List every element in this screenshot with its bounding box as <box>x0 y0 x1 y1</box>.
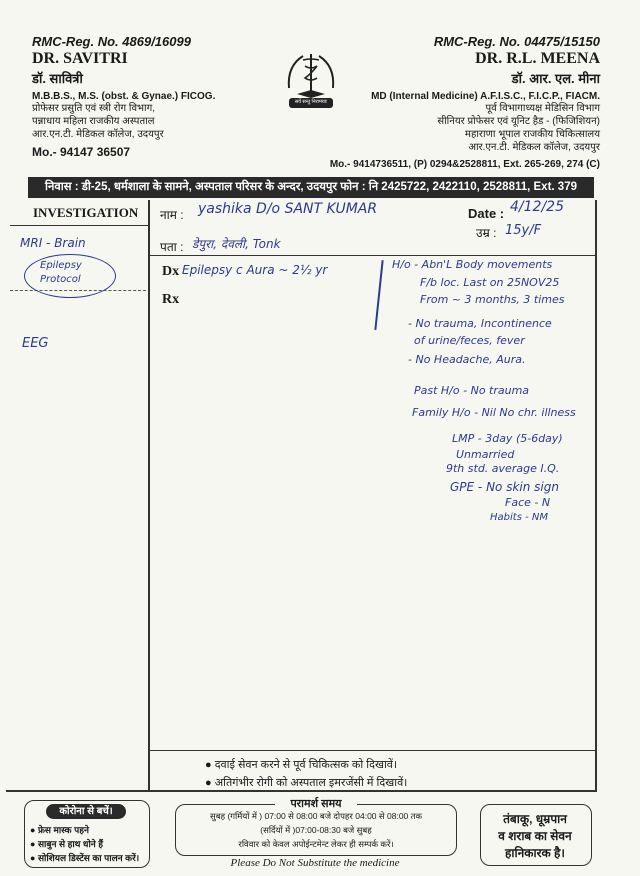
footer-divider <box>6 790 596 792</box>
history-line-1: H/o - Abn'L Body movements <box>392 258 553 271</box>
investigation-label: INVESTIGATION <box>33 205 139 220</box>
corona-tip-1-text: फ्रेस मास्क पहने <box>37 825 89 835</box>
right-reg-number: RMC-Reg. No. 04475/15150 <box>433 34 600 49</box>
date-label: Date : <box>468 206 505 221</box>
history-line-2: F/b loc. Last on 25NOV25 <box>420 276 560 289</box>
address-row-line <box>150 255 595 256</box>
consultation-title: परामर्श समय <box>275 796 357 811</box>
rx-label: Rx <box>162 292 180 307</box>
corona-tip-1: ● फ्रेस मास्क पहने <box>30 825 89 835</box>
history-line-11: 9th std. average I.Q. <box>446 462 560 475</box>
note-2-text: अतिगंभीर रोगी को अस्पताल इमरजेंसी में दिखावें। <box>214 777 408 789</box>
history-divider-stroke <box>374 260 383 330</box>
history-line-10: Unmarried <box>456 448 515 461</box>
corona-tip-2: ● साबुन से हाथ धोने हैं <box>30 839 104 849</box>
patient-name: yashika D/o SANT KUMAR <box>198 201 378 217</box>
consultation-line-2: (सर्दियों में )07:00-08:30 बजे सुबह <box>260 825 372 835</box>
history-line-12: GPE - No skin sign <box>450 480 559 494</box>
right-doctor-line1: पूर्व विभागाध्यक्ष मेडिसिन विभाग <box>485 103 600 114</box>
column-divider <box>148 200 150 792</box>
note-1: ● दवाई सेवन करने से पूर्व चिकित्सक को दिखावें। <box>205 759 398 771</box>
right-doctor-qualifications: MD (Internal Medicine) A.F.I.S.C., F.I.C.P., FIACM. <box>371 91 600 102</box>
history-line-3: From ~ 3 months, 3 times <box>420 293 565 306</box>
history-line-14: Habits - NM <box>490 512 548 523</box>
history-line-13: Face - N <box>505 496 551 509</box>
left-doctor-line3: आर.एन.टी. मेडिकल कॉलेज, उदयपुर <box>32 129 164 140</box>
right-doctor-name: DR. R.L. MEENA <box>475 50 600 67</box>
tobacco-line-2: व शराब का सेवन <box>498 829 572 843</box>
left-reg-number: RMC-Reg. No. 4869/16099 <box>32 34 191 49</box>
left-doctor-qualifications: M.B.B.S., M.S. (obst. & Gynae.) FICOG. <box>32 91 216 102</box>
age-label: उम्र : <box>476 226 497 240</box>
investigation-eeg: EEG <box>22 336 49 351</box>
left-doctor-name: DR. SAVITRI <box>32 50 128 67</box>
history-line-4: - No trauma, Incontinence <box>408 317 552 330</box>
logo-caption: सर्वे सन्तु निरामयाः <box>294 99 328 105</box>
right-border <box>595 200 597 792</box>
dx-label: Dx <box>162 264 180 279</box>
substitute-notice: Please Do Not Substitute the medicine <box>230 857 400 869</box>
right-doctor-name-hindi: डॉ. आर. एल. मीना <box>511 71 600 86</box>
history-line-6: - No Headache, Aura. <box>408 353 526 366</box>
history-line-9: LMP - 3day (5-6day) <box>452 432 563 445</box>
corona-title: कोरोना से बचें। <box>46 804 126 819</box>
investigation-circled-1: Epilepsy <box>40 260 82 271</box>
right-doctor-line3: महाराणा भूपाल राजकीय चिकित्सालय <box>465 129 600 140</box>
corona-tip-3-text: सोशियल डिस्टेंस का पालन करें। <box>37 853 140 863</box>
right-doctor-line4: आर.एन.टी. मेडिकल कॉलेज, उदयपुर <box>468 142 600 153</box>
corona-tip-2-text: साबुन से हाथ धोने हैं <box>37 839 104 849</box>
corona-tip-3: ● सोशियल डिस्टेंस का पालन करें। <box>30 853 140 863</box>
patient-age: 15y/F <box>505 223 542 238</box>
address-label: पता : <box>160 240 184 254</box>
note-2: ● अतिगंभीर रोगी को अस्पताल इमरजेंसी में दिखावें। <box>205 777 408 789</box>
investigation-circled-2: Protocol <box>40 274 81 285</box>
investigation-mri: MRI - Brain <box>20 236 86 250</box>
consultation-line-3: रविवार को केवल अपोईन्टमेन्ट लेकर ही सम्पर्क करें। <box>238 839 394 849</box>
notes-top-line <box>150 750 595 751</box>
right-doctor-mobile: Mo.- 9414736511, (P) 0294&2528811, Ext. 265-269, 274 (C) <box>329 159 600 170</box>
visit-date: 4/12/25 <box>510 199 564 215</box>
patient-address: डेपुरा, देवली, Tonk <box>192 237 281 251</box>
address-bar: निवास : डी-25, धर्मशाला के सामने, अस्पताल परिसर के अन्दर, उदयपुर फोन : नि 2425722, 2422110, 2528811, Ext. 379 <box>28 177 594 198</box>
note-1-text: दवाई सेवन करने से पूर्व चिकित्सक को दिखावें। <box>214 759 398 771</box>
diagnosis: Epilepsy c Aura ~ 2½ yr <box>182 263 328 277</box>
left-doctor-mobile: Mo.- 94147 36507 <box>32 145 131 159</box>
tobacco-line-3: हानिकारक है। <box>505 846 565 860</box>
consultation-line-1: सुबह (गर्मियों में ) 07:00 से 08:00 बजे दोपहर 04:00 से 08:00 तक <box>209 811 423 821</box>
tobacco-line-1: तंबाकू, धूम्रपान <box>503 812 567 826</box>
history-line-5: of urine/feces, fever <box>414 334 525 347</box>
left-doctor-name-hindi: डॉ. सावित्री <box>32 71 83 86</box>
left-doctor-line1: प्रोफेसर प्रसुति एवं स्त्री रोग विभाग, <box>32 103 156 114</box>
investigation-underline <box>10 225 148 226</box>
name-label: नाम : <box>160 208 184 222</box>
history-line-7: Past H/o - No trauma <box>414 384 530 397</box>
right-doctor-line2: सीनियर प्रोफेसर एवं यूनिट हैड - (फिजिशियन) <box>437 116 600 127</box>
left-doctor-line2: पन्नाधाय महिला राजकीय अस्पताल <box>32 116 155 127</box>
history-line-8: Family H/o - Nil No chr. illness <box>412 406 576 419</box>
